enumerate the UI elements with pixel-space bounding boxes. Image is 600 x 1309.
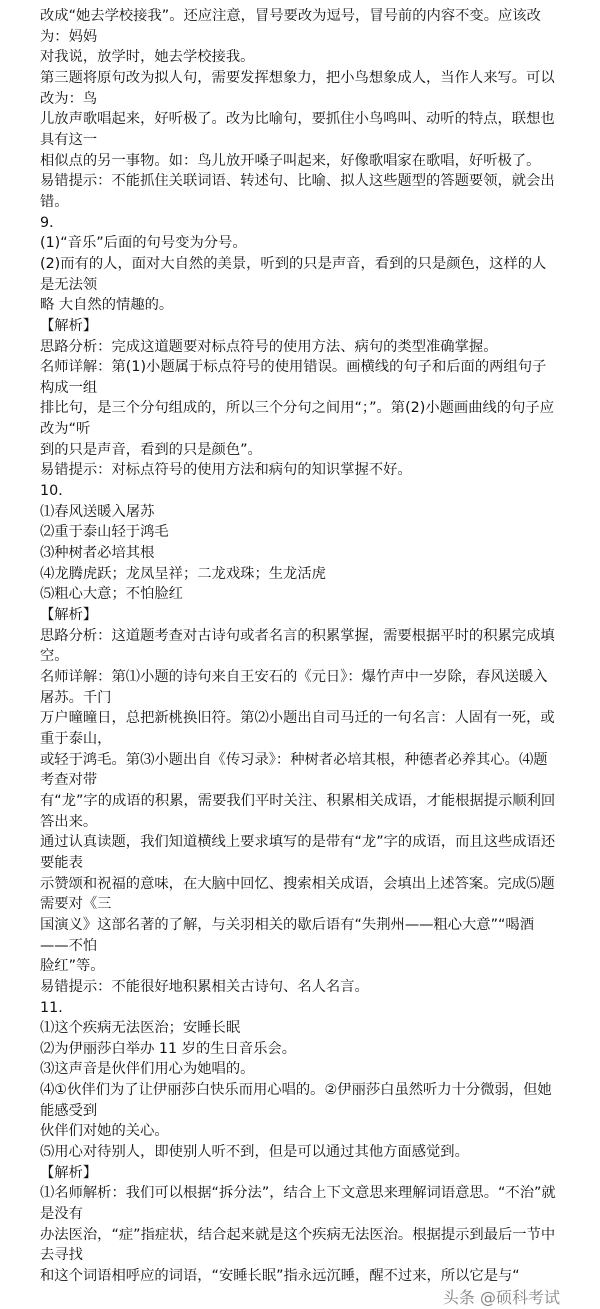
text-line: 名师详解：第(1)小题属于标点符号的使用错误。画横线的句子和后面的两组句子构成一组 <box>40 359 547 396</box>
text-line: 排比句，是三个分句组成的，所以三个分句之间用“；”。第(2)小题画曲线的句子应改为“听 <box>40 400 555 438</box>
text-line: 对我说，放学时，她去学校接我。 <box>40 49 255 66</box>
text-line: 略 大自然的情趣的。 <box>40 297 174 314</box>
text-line: ⑶种树者必培其根 <box>40 545 155 562</box>
text-line: ⑸粗心大意；不怕脸红 <box>40 586 183 603</box>
text-line: 10． <box>40 483 73 500</box>
text-line: 改成“她去学校接我”。还应注意，冒号要改为逗号，冒号前的内容不变。应该改为：妈妈 <box>40 8 541 45</box>
text-line: (2)而有的人，面对大自然的美景，听到的只是声音，看到的只是颜色，这样的人是无法领 <box>40 255 547 293</box>
text-line: 【解析】 <box>40 607 98 624</box>
text-line: ⑷①伙伴们为了让伊丽莎白快乐而用心唱的。②伊丽莎白虽然听力十分微弱，但她能感受到 <box>40 1082 552 1119</box>
text-line: ⑶这声音是伙伴们用心为她唱的。 <box>40 1061 255 1078</box>
text-line: 或轻于鸿毛。第⑶小题出自《传习录》：种树者必培其根，种德者必养其心。⑷题考查对带 <box>40 751 548 789</box>
watermark: 头条 @硕科考试 <box>442 1287 560 1307</box>
text-line: 脸红”等。 <box>40 958 105 975</box>
text-line: 9． <box>40 214 64 231</box>
text-line: 和这个词语相呼应的词语，“安睡长眠”指永远沉睡，醒不过来，所以它是与“ <box>40 1268 520 1285</box>
text-line: ⑵重于泰山轻于鸿毛 <box>40 524 169 541</box>
text-line: 11． <box>40 999 73 1016</box>
text-line: 通过认真读题，我们知道横线上要求填写的是带有“龙”字的成语，而且这些成语还要能表 <box>40 834 556 871</box>
text-line: 【解析】 <box>40 317 98 334</box>
text-line: ⑴这个疾病无法医治；安睡长眠 <box>40 1020 241 1037</box>
text-line: 【解析】 <box>40 1164 98 1181</box>
text-line: 思路分析：这道题考查对古诗句或者名言的积累掌握，需要根据平时的积累完成填空。 <box>40 627 555 665</box>
text-line: 办法医治，“症”指症状，结合起来就是这个疾病无法医治。根据提示到最后一节中去寻找 <box>40 1226 556 1264</box>
text-line: ⑵为伊丽莎白举办 11 岁的生日音乐会。 <box>40 1040 297 1057</box>
text-line: 相似点的另一事物。如：鸟儿放开嗓子叫起来，好像歌唱家在歌唱，好听极了。 <box>40 152 541 169</box>
text-line: ⑴春风送暖入屠苏 <box>40 503 155 520</box>
document-page <box>40 0 560 1287</box>
text-line: 第三题将原句改为拟人句，需要发挥想象力，把小鸟想象成人，当作人来写。可以改为：鸟 <box>40 69 555 107</box>
text-line: 有“龙”字的成语的积累，需要我们平时关注、积累相关成语，才能根据提示顺利回答出来。 <box>40 792 556 830</box>
text-line: 易错提示：不能很好地积累相关古诗句、名人名言。 <box>40 978 369 995</box>
text-line: 儿放声歌唱起来，好听极了。改为比喻句，要抓住小鸟鸣叫、动听的特点，联想也具有这一 <box>40 111 555 148</box>
text-line: 到的只是声音，看到的只是颜色”。 <box>40 441 262 458</box>
text-line: 示赞颂和祝福的意味，在大脑中回忆、搜索相关成语，会填出上述答案。完成⑸题需要对《三 <box>40 875 555 913</box>
text-line: 名师详解：第⑴小题的诗句来自王安石的《元日》：爆竹声中一岁除，春风送暖入屠苏。千门 <box>40 669 548 706</box>
text-line: 万户曈曈日，总把新桃换旧符。第⑵小题出自司马迁的一句名言：人固有一死，或重于泰山， <box>40 710 555 747</box>
text-line: (1)“音乐”后面的句号变为分号。 <box>40 235 247 252</box>
text-line: ⑸用心对待别人，即使别人听不到，但是可以通过其他方面感觉到。 <box>40 1144 469 1161</box>
text-line: ⑴名师解析：我们可以根据“拆分法”，结合上下文意思来理解词语意思。“不治”就是没有 <box>40 1185 556 1223</box>
text-line: 伙伴们对她的关心。 <box>40 1123 169 1140</box>
text-line: 思路分析：完成这道题要对标点符号的使用方法、病句的类型准确掌握。 <box>40 338 498 355</box>
text-line: 国演义》这部名著的了解，与关羽相关的歇后语有“失荆州——粗心大意”“喝酒——不怕 <box>40 916 535 954</box>
text-line: 易错提示：对标点符号的使用方法和病句的知识掌握不好。 <box>40 462 412 479</box>
text-line: ⑷龙腾虎跃；龙凤呈祥；二龙戏珠；生龙活虎 <box>40 565 326 582</box>
text-line: 易错提示：不能抓住关联词语、转述句、比喻、拟人这些题型的答题要领，就会出错。 <box>40 173 555 210</box>
